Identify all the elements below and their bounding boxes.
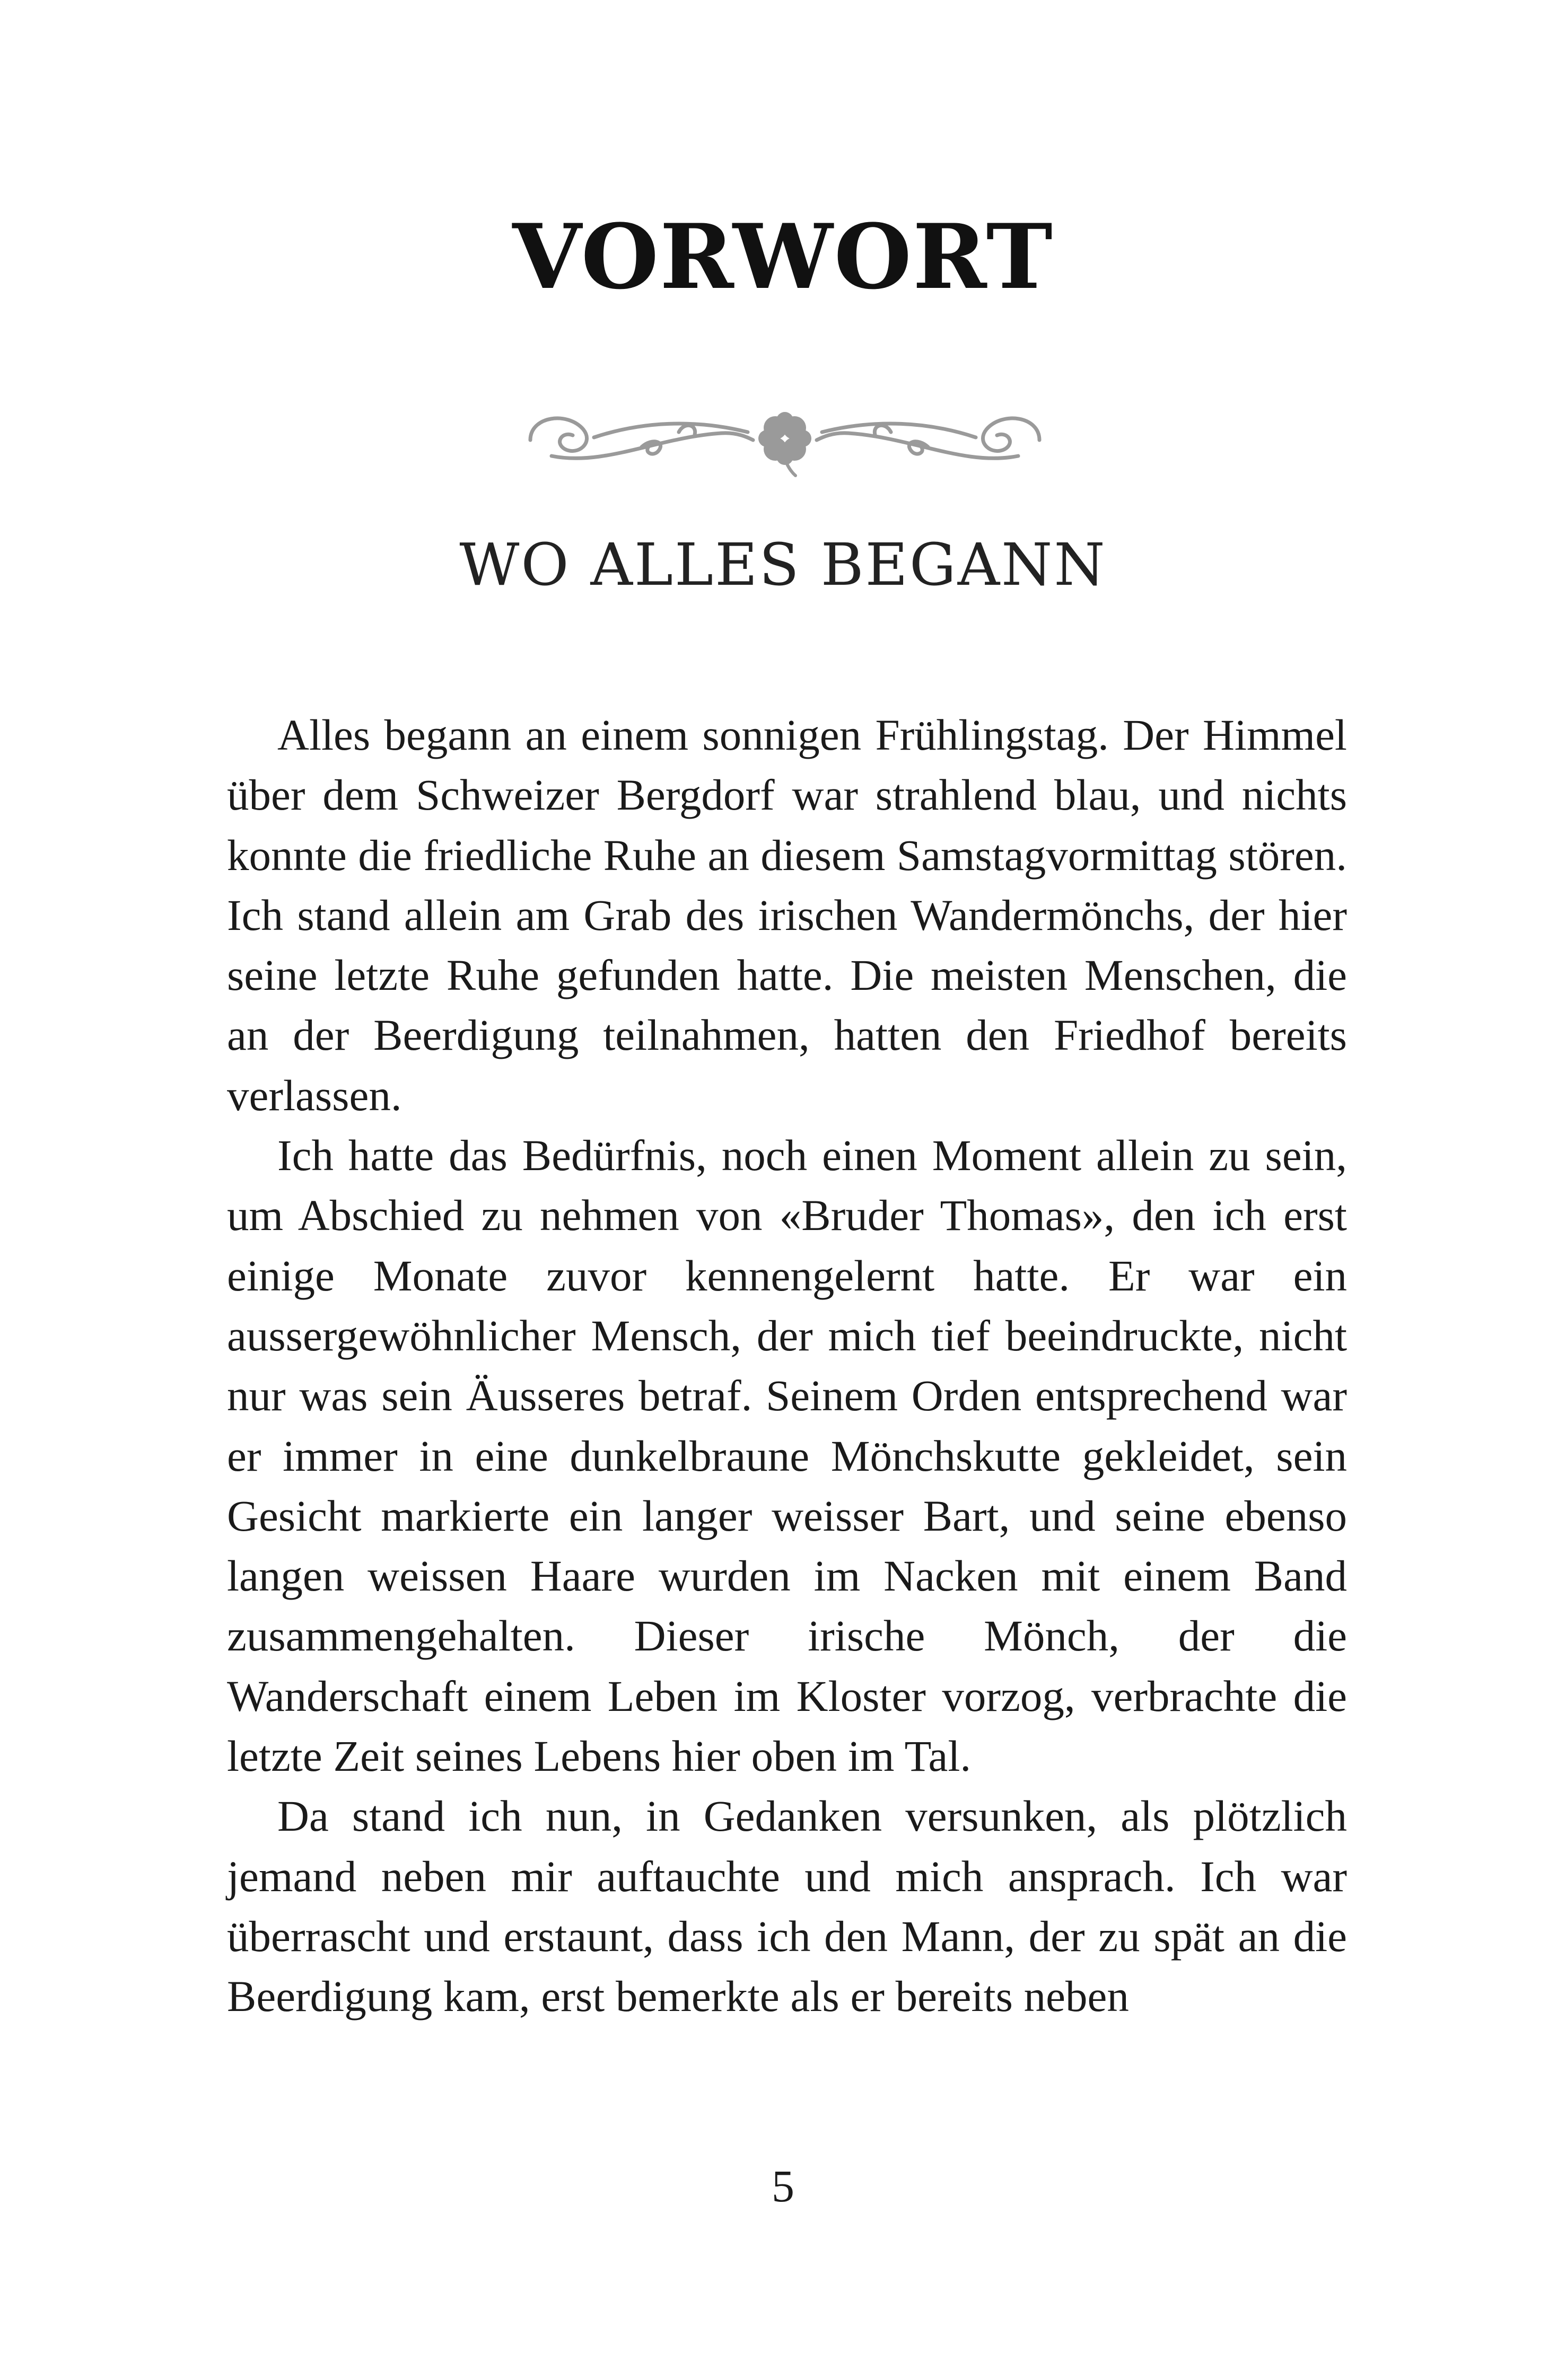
paragraph: Da stand ich nun, in Gedanken versunken, als plötzlich jemand neben mir auftauchte und mich ansprach. Ich war überrascht und erstaunt, dass ich den Mann, der zu spät an die Beerdigung kam, erst bemerkte als er bereits neben	[227, 1791, 1347, 2021]
paragraph: Alles begann an einem sonnigen Frühlingstag. Der Himmel über dem Schweizer Bergdorf war strahlend blau, und nichts konnte die friedliche Ruhe an diesem Samstagvormittag stören. Ich stand allein am Grab des irischen Wandermönchs, der hier seine letzte Ruhe gefunden hatte. Die meisten Menschen, die an der Beerdigung teilnahmen, hatten den Friedhof bereits verlassen.	[227, 710, 1347, 1120]
body-text	[227, 705, 1347, 2027]
chapter-subtitle: WO ALLES BEGANN	[459, 531, 1107, 599]
paragraph: Ich hatte das Bedürfnis, noch einen Moment allein zu sein, um Abschied zu nehmen von «Bruder Thomas», den ich erst einige Monate zuvor kennengelernt hatte. Er war ein aussergewöhnlicher Mensch, der mich tief beeindruckte, nicht nur was sein Äusseres betraf. Seinem Orden entsprechend war er immer in eine dunkelbraune Mönchskutte gekleidet, sein Gesicht markierte ein langer weisser Bart, und seine ebenso langen weissen Haare wurden im Nacken mit einem Band zusammengehalten. Dieser irische Mönch, der die Wanderschaft einem Leben im Kloster vorzog, verbrachte die letzte Zeit seines Lebens hier oben im Tal.	[227, 1131, 1347, 1781]
chapter-title: VORWORT	[512, 204, 1054, 309]
page-number: 5	[772, 2161, 794, 2211]
four-leaf-clover-flourish-icon	[520, 400, 1050, 480]
